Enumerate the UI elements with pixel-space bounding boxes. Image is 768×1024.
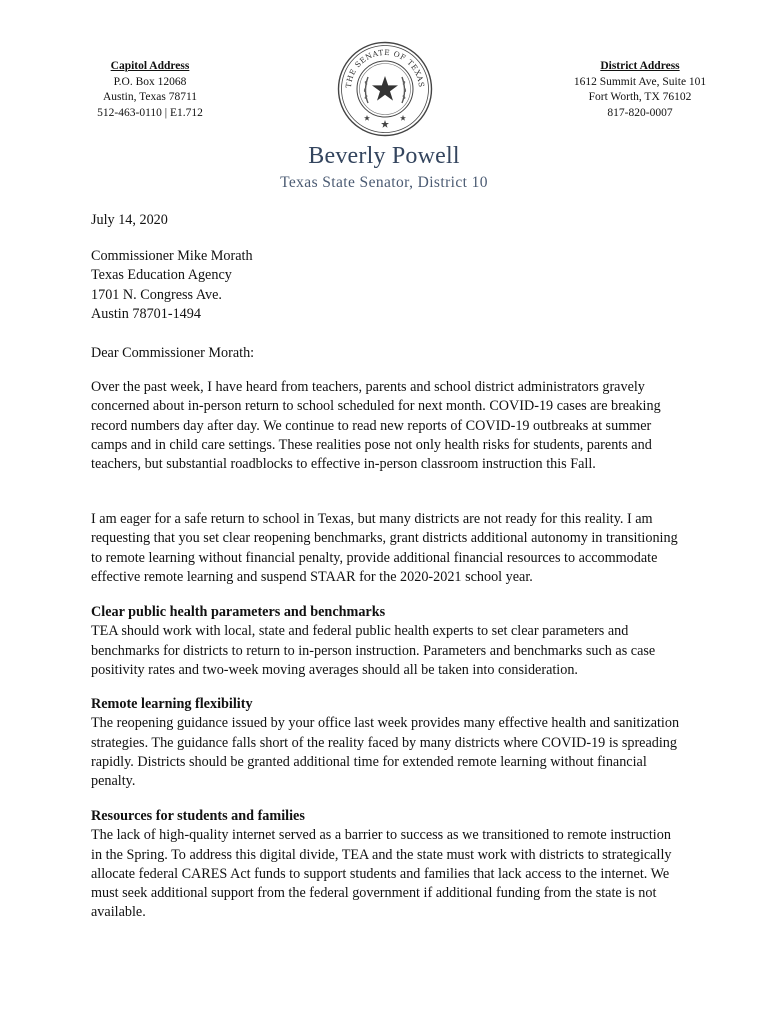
senator-title: Texas State Senator, District 10	[280, 174, 488, 191]
texas-senate-seal	[337, 41, 433, 137]
section-text: The lack of high-quality internet served as a barrier to success as we transitioned to remote instruction in the Spring. To address this digital divide, TEA and the state must work with districts to strategically allocate federal CARES Act funds to support students and families that lack access to the internet. We must seek additional support from the federal government if additional funding from the state is not available.	[91, 827, 672, 921]
paragraph-text: Over the past week, I have heard from teachers, parents and school district administrators gravely concerned about in-person return to school scheduled for next month. COVID-19 cases are breaking record numbers day after day. We continue to read new reports of COVID-19 outbreaks at summer camps and in child care settings. These realities pose not only health risks for students, parents and teachers, but substantial roadblocks to effective in-person classroom instruction this Fall.	[91, 379, 661, 473]
section-text: TEA should work with local, state and federal public health experts to set clear parameters and benchmarks for districts to return to in-person instruction. Parameters and benchmarks such as case positivity rates and two-week moving averages should all be taken into consideration.	[91, 623, 656, 678]
district-address-block	[556, 59, 724, 121]
capitol-address-line: Austin, Texas 78711	[102, 91, 198, 103]
capitol-address-line: 512-463-0110 | E1.712	[97, 106, 203, 119]
salutation: Dear Commissioner Morath:	[91, 345, 255, 361]
senator-name: Beverly Powell	[308, 143, 460, 169]
district-address-line: 1612 Summit Ave, Suite 101	[573, 75, 707, 88]
capitol-address-heading: Capitol Address	[110, 60, 190, 72]
section-heading: Resources for students and families	[91, 808, 305, 824]
district-address-line: Fort Worth, TX 76102	[588, 91, 692, 103]
section-remote-learning	[91, 695, 681, 791]
seal-text: THE SENATE OF TEXAS	[343, 47, 427, 89]
capitol-address-block	[70, 59, 230, 121]
capitol-address-line: P.O. Box 12068	[113, 75, 187, 88]
section-resources	[91, 807, 681, 923]
paragraph-request	[91, 510, 681, 587]
paragraph-intro	[91, 378, 681, 474]
recipient-line: 1701 N. Congress Ave.	[91, 286, 222, 303]
recipient-line: Texas Education Agency	[91, 267, 232, 284]
recipient-line: Commissioner Mike Morath	[91, 248, 253, 264]
section-heading: Remote learning flexibility	[91, 696, 253, 712]
section-health-benchmarks	[91, 603, 681, 680]
section-text: The reopening guidance issued by your office last week provides many effective health and sanitization strategies. The guidance falls short of the reality faced by many districts where COVID-19 is spreading rapidly. Districts should be granted additional time for extended remote learning without financial penalty.	[91, 715, 680, 790]
district-address-heading: District Address	[600, 60, 680, 72]
paragraph-text: I am eager for a safe return to school in Texas, but many districts are not ready for this reality. I am requesting that you set clear reopening benchmarks, grant districts additional autonomy in transitioning to remote learning without financial penalty, provide additional financial resources to accommodate effective remote learning and suspend STAAR for the 2020-2021 school year.	[91, 511, 678, 585]
recipient-line: Austin 78701-1494	[91, 305, 201, 322]
letter-date: July 14, 2020	[91, 212, 168, 228]
recipient-block	[91, 247, 681, 324]
district-address-line: 817-820-0007	[607, 106, 673, 119]
section-heading: Clear public health parameters and benchmarks	[91, 604, 386, 620]
